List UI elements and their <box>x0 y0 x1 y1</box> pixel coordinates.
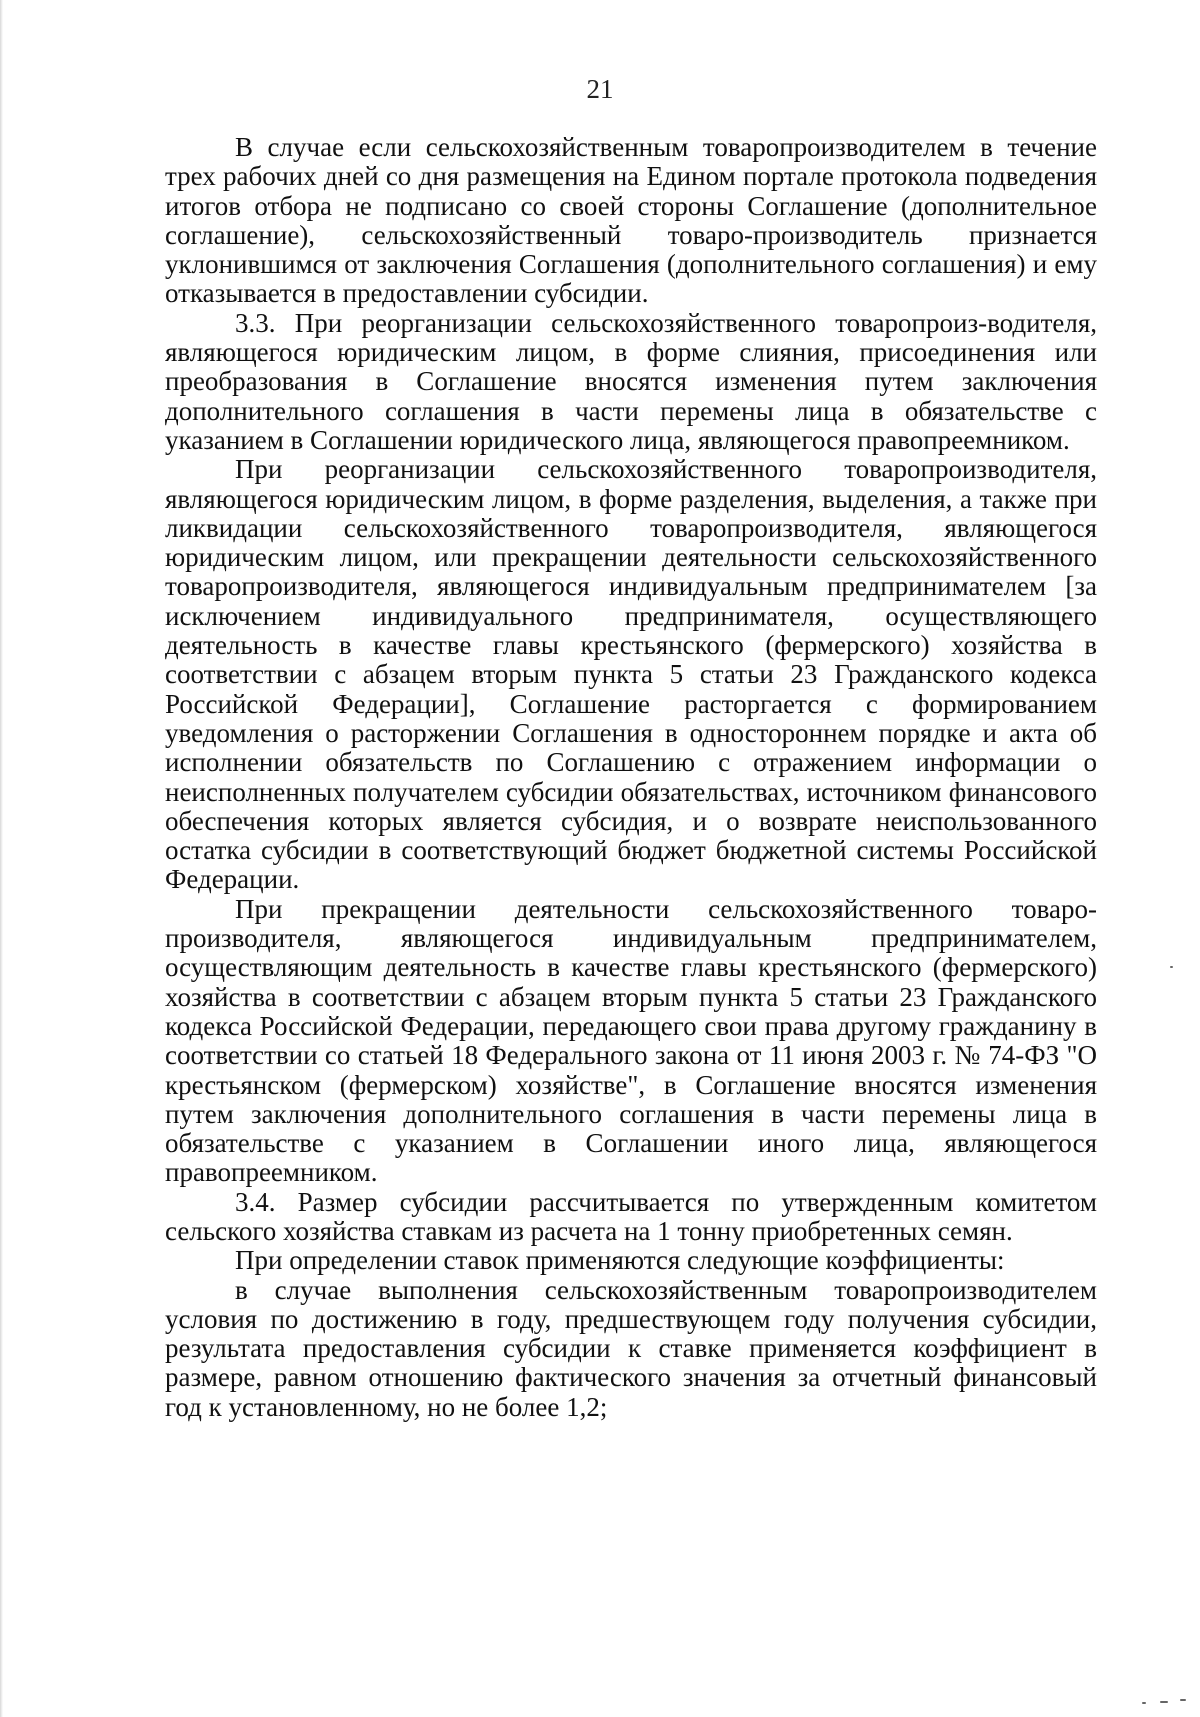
scan-edge <box>0 0 3 1717</box>
paragraph-evasion: В случае если сельскохозяйственным товаропроизводителем в течение трех рабочих дней со дня размещения на Едином портале протокола подведения итогов отбора не подписано со своей стороны Соглашение (дополнительное соглашение), сельскохозяйственный товаро-производитель признается уклонившимся от заключения Соглашения (дополнительного соглашения) и ему отказывается в предоставлении субсидии. <box>165 132 1097 309</box>
paragraph-farm-successor: При прекращении деятельности сельскохозяйственного товаро-производителя, являющегося индивидуальным предпринимателем, осуществляющим деятельность в качестве главы крестьянского (фермерского) хозяйства в соответствии с абзацем вторым пункта 5 статьи 23 Гражданского кодекса Российской Федерации, передающего свои права другому гражданину в соответствии со статьей 18 Федерального закона от 11 июня 2003 г. № 74-ФЗ "О крестьянском (фермерском) хозяйстве", в Соглашение вносятся изменения путем заключения дополнительного соглашения в части перемены лица в обязательстве с указанием в Соглашении иного лица, являющегося правопреемником. <box>165 893 1097 1188</box>
paragraph-3-3-merger: 3.3. При реорганизации сельскохозяйственного товаропроиз-водителя, являющегося юридическим лицом, в форме слияния, присоединения или преобразования в Соглашение вносятся изменения путем заключения дополнительного соглашения в части перемены лица в обязательстве с указанием в Соглашении юридического лица, являющегося правопреемником. <box>165 307 1097 455</box>
scan-speck <box>1142 1702 1146 1704</box>
paragraph-reorganization-termination: При реорганизации сельскохозяйственного товаропроизводителя, являющегося юридическим лицом, в форме разделения, выделения, а также при ликвидации сельскохозяйственного товаропроизводителя, являющегося юридическим лицом, или прекращении деятельности сельскохозяйственного товаропроизводителя, являющегося индивидуальным предпринимателем [за исключением индивидуального предпринимателя, осуществляющего деятельность в качестве главы крестьянского (фермерского) хозяйства в соответствии с абзацем вторым пункта 5 статьи 23 Гражданского кодекса Российской Федерации], Соглашение расторгается с формированием уведомления о расторжении Соглашения в одностороннем порядке и акта об исполнении обязательств по Соглашению с отражением информации о неисполненных получателем субсидии обязательствах, источником финансового обеспечения которых является субсидия, и о возврате неиспользованного остатка субсидии в соответствующий бюджет бюджетной системы Российской Федерации. <box>165 454 1097 895</box>
page-number: 21 <box>586 74 614 104</box>
scan-speck <box>1180 1699 1186 1701</box>
document-body <box>165 133 1097 1422</box>
paragraph-3-4-subsidy-size: 3.4. Размер субсидии рассчитывается по утвержденным комитетом сельского хозяйства ставкам из расчета на 1 тонну приобретенных семян. <box>165 1186 1097 1246</box>
paragraph-coefficients-intro: При определении ставок применяются следующие коэффициенты: <box>235 1245 1005 1276</box>
scan-speck <box>1160 1701 1168 1703</box>
paragraph-coefficient-condition: в случае выполнения сельскохозяйственным товаропроизводителем условия по достижению в году, предшествующем году получения субсидии, результата предоставления субсидии к ставке применяется коэффициент в размере, равном отношению фактического значения за отчетный финансовый год к установленному, но не более 1,2; <box>165 1274 1097 1422</box>
scan-speck <box>1170 966 1173 968</box>
